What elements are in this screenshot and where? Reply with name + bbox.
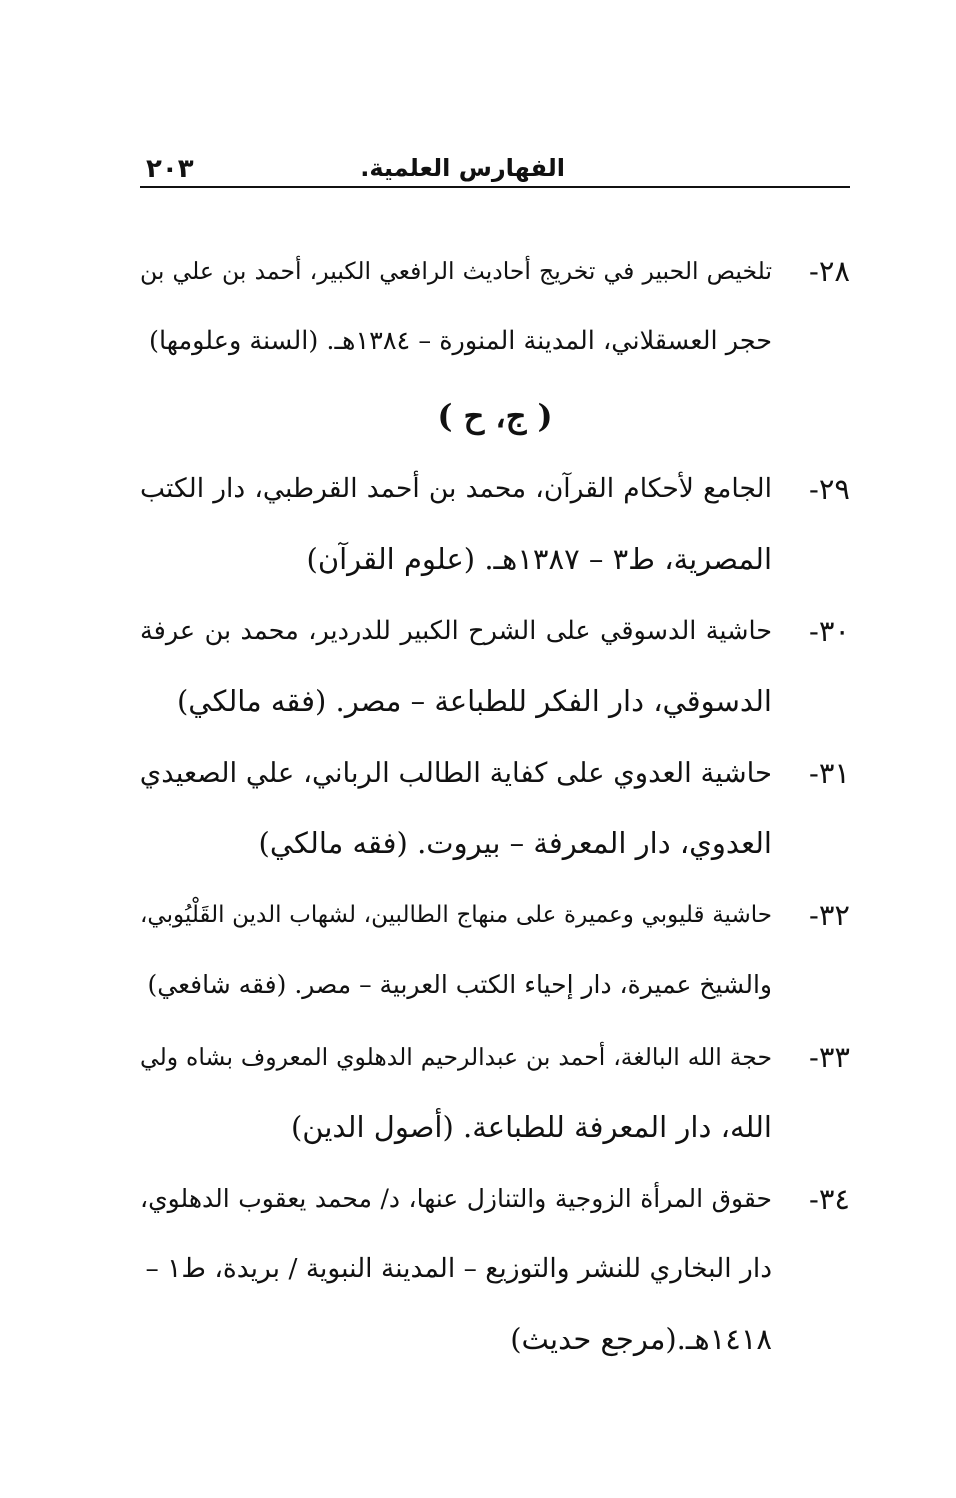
entry-number: ٢٩-	[809, 472, 850, 506]
entry-line: تلخيص الحبير في تخريج أحاديث الرافعي الكبير، أحمد بن علي بن	[140, 257, 772, 285]
entry-line: حجر العسقلاني، المدينة المنورة – ١٣٨٤هـ. (السنة وعلومها)	[149, 326, 772, 356]
entry-line: الجامع لأحكام القرآن، محمد بن أحمد القرطبي، دار الكتب	[140, 473, 772, 504]
bibliography-entry	[140, 1022, 850, 1162]
entry-line: حجة الله البالغة، أحمد بن عبدالرحيم الدهلوي المعروف بشاه ولي	[140, 1043, 772, 1071]
entry-number: ٣١-	[809, 756, 850, 790]
entry-line: والشيخ عميرة، دار إحياء الكتب العربية – مصر. (فقه شافعي)	[147, 970, 772, 999]
running-header	[140, 150, 850, 186]
header-rule	[140, 186, 850, 188]
entry-line: دار البخاري للنشر والتوزيع – المدينة النبوية / بريدة، ط١ –	[145, 1253, 772, 1284]
bibliography-entry	[140, 236, 850, 376]
entry-text	[140, 1164, 772, 1374]
page-number: ٢٠٣	[146, 154, 194, 184]
entry-number: ٣٢-	[809, 898, 850, 932]
bibliography-entry	[140, 454, 850, 594]
section-heading: ( ج، ح )	[437, 397, 553, 435]
entry-text	[140, 454, 772, 594]
entry-text	[140, 738, 772, 878]
entry-line: حاشية الدسوقي على الشرح الكبير للدردير، محمد بن عرفة	[140, 616, 772, 646]
entry-number: ٢٨-	[809, 254, 850, 288]
entry-line: العدوي، دار المعرفة – بيروت. (فقه مالكي)	[258, 826, 772, 860]
entry-line: حاشية العدوي على كفاية الطالب الرباني، علي الصعيدي	[139, 757, 772, 789]
entry-text	[140, 596, 772, 736]
bibliography-entry	[140, 1164, 850, 1374]
entry-line: ١٤١٨هـ.(مرجع حديث)	[510, 1322, 772, 1356]
bibliography-list	[140, 236, 850, 1376]
entry-text	[140, 236, 772, 376]
bibliography-entry	[140, 596, 850, 736]
entry-line: الله، دار المعرفة للطباعة. (أصول الدين)	[290, 1110, 772, 1144]
entry-number: ٣٤-	[809, 1182, 850, 1216]
entry-line: حقوق المرأة الزوجية والتنازل عنها، د/ محمد يعقوب الدهلوي،	[140, 1184, 772, 1213]
entry-line: حاشية قليوبي وعميرة على منهاج الطالبين، لشهاب الدين القَلْيُوبي،	[140, 902, 772, 928]
entry-number: ٣٣-	[809, 1040, 850, 1074]
bibliography-entry	[140, 880, 850, 1020]
entry-line: الدسوقي، دار الفكر للطباعة – مصر. (فقه مالكي)	[176, 684, 772, 718]
bibliography-entry	[140, 738, 850, 878]
entry-number: ٣٠-	[809, 614, 850, 648]
header-title: الفهارس العلمية.	[360, 154, 565, 182]
entry-text	[140, 1022, 772, 1162]
entry-text	[140, 880, 772, 1020]
entry-line: المصرية، ط٣ – ١٣٨٧هـ. (علوم القرآن)	[306, 542, 772, 576]
